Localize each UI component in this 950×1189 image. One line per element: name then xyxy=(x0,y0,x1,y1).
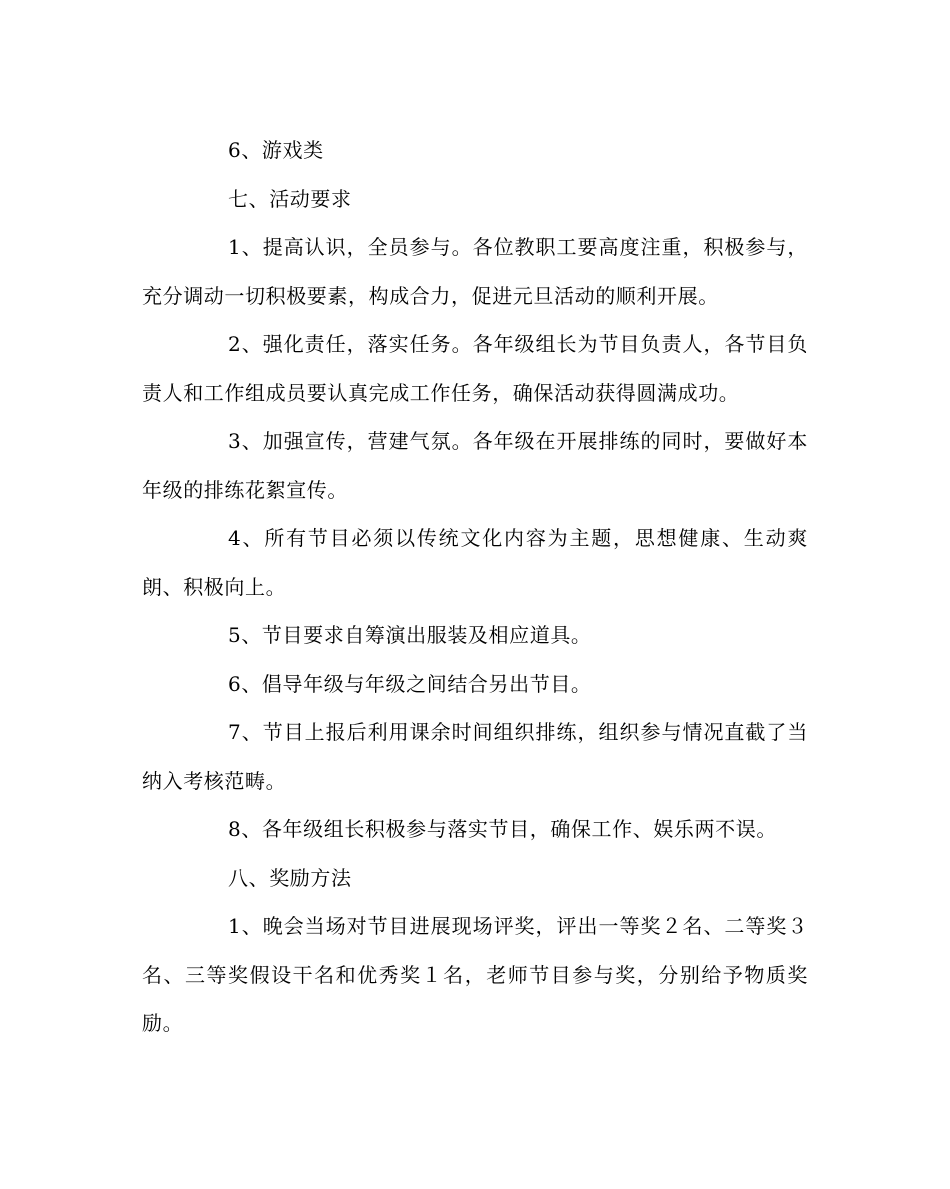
requirement-item-8: 8、各年级组长积极参与落实节目，确保工作、娱乐两不误。 xyxy=(228,817,777,841)
requirement-item-1: 1、提高认识，全员参与。各位教职工要高度注重，积极参与，充分调动一切积极要素，构成合力，促进元旦活动的顺利开展。 xyxy=(142,235,808,308)
section-heading-reward-method: 八、奖励方法 xyxy=(228,865,352,890)
requirement-item-5: 5、节目要求自筹演出服装及相应道具。 xyxy=(228,623,592,647)
section-heading-activity-requirements: 七、活动要求 xyxy=(228,186,352,211)
reward-item-1: 1、晚会当场对节目进展现场评奖，评出一等奖２名、二等奖３名、三等奖假设干名和优秀奖１名，老师节目参与奖，分别给予物质奖励。 xyxy=(142,914,808,1035)
requirement-item-2: 2、强化责任，落实任务。各年级组长为节目负责人，各节目负责人和工作组成员要认真完成工作任务，确保活动获得圆满成功。 xyxy=(142,332,808,405)
requirement-item-3: 3、加强宣传，营建气氛。各年级在开展排练的同时，要做好本年级的排练花絮宣传。 xyxy=(142,429,808,502)
document-body xyxy=(142,126,808,1048)
requirement-item-7: 7、节目上报后利用课余时间组织排练，组织参与情况直截了当纳入考核范畴。 xyxy=(142,720,808,793)
list-item-games: 6、游戏类 xyxy=(228,138,324,162)
requirement-item-6: 6、倡导年级与年级之间结合另出节目。 xyxy=(228,671,592,696)
requirement-item-4: 4、所有节目必须以传统文化内容为主题，思想健康、生动爽朗、积极向上。 xyxy=(142,526,808,599)
